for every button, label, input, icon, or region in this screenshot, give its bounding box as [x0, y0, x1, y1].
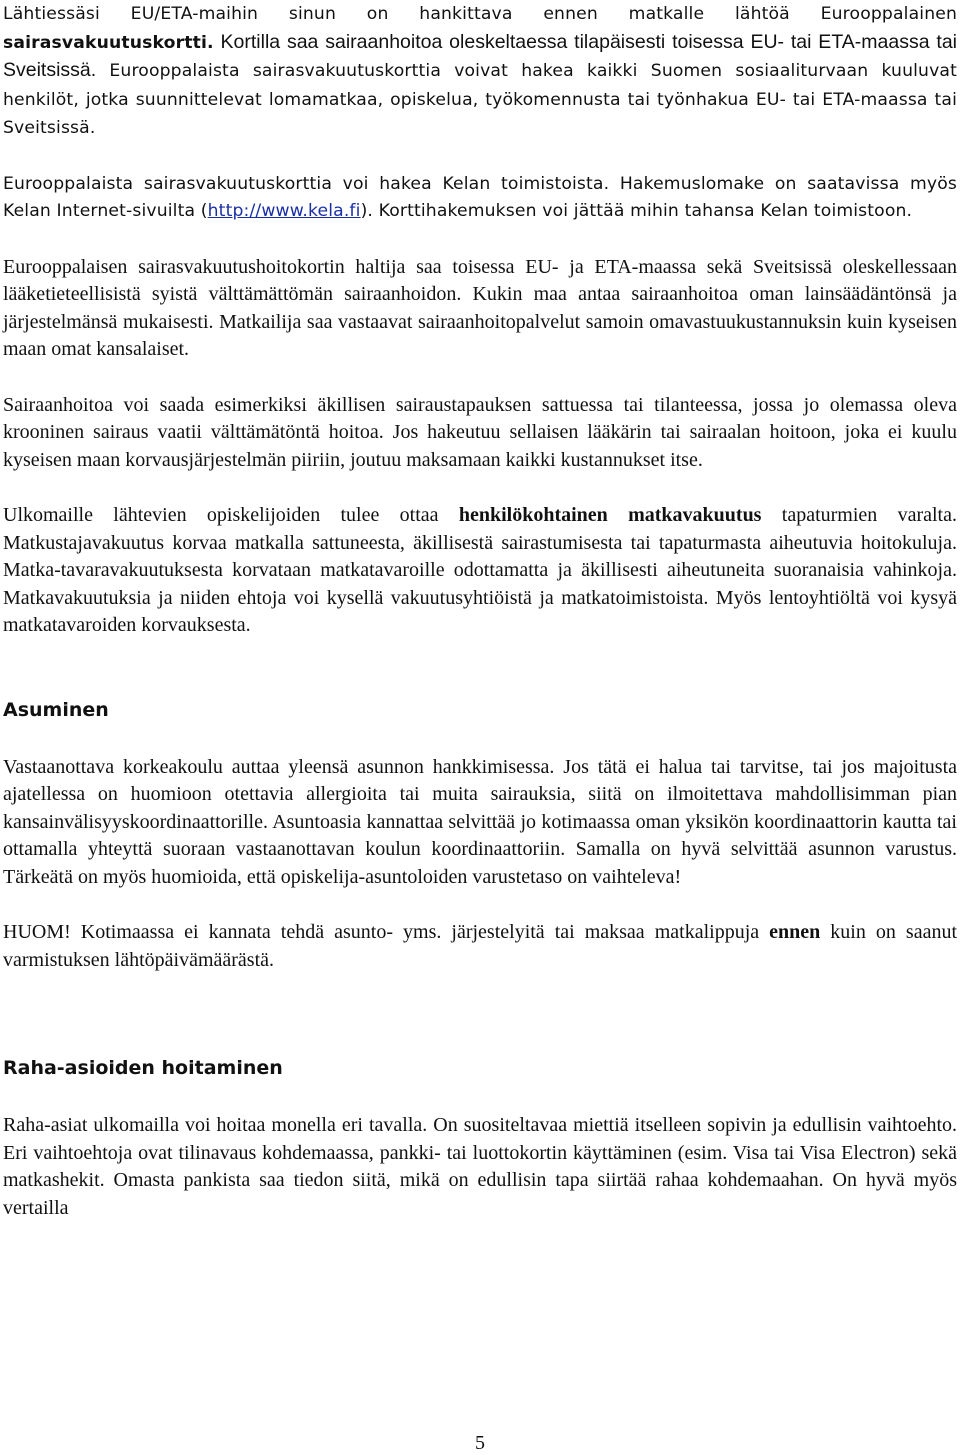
- text-segment: kuin on saanut varmistuksen lähtöpäivämäärästä.: [3, 921, 957, 971]
- paragraph-money-matters: Raha-asiat ulkomailla voi hoitaa monella eri tavalla. On suositeltavaa miettiä itselleen sopivin ja edullisin vaihtoehto. Eri vaihtoehtoja ovat tilinavaus kohdemaassa, pankki- tai luottokortin käyttäminen (esim. Visa tai Visa Electron) sekä matkashekit. Omasta pankista saa tiedon siitä, mikä on edullisin tapa siirtää rahaa kohdemaahan. On hyvä myös vertailla: [3, 1114, 957, 1219]
- document-page: [3, 0, 957, 1222]
- paragraph-housing-note: [3, 919, 957, 974]
- text-segment: Ulkomaille lähtevien opiskelijoiden tulee ottaa: [3, 504, 459, 526]
- paragraph-health-card: [3, 0, 957, 143]
- bold-term-travel-insurance: henkilökohtainen matkavakuutus: [458, 504, 762, 526]
- text-segment: ). Korttihakemuksen voi jättää mihin tahansa Kelan toimistoon.: [360, 201, 913, 221]
- kela-link[interactable]: http://www.kela.fi: [207, 201, 361, 221]
- paragraph-treatment-cases: Sairaanhoitoa voi saada esimerkiksi äkillisen sairaustapauksen sattuessa tai tilanteessa, jossa jo olemassa oleva krooninen sairaus vaatii välttämätöntä hoitoa. Jos hakeutuu sellaisen lääkärin tai sairaalan hoitoon, joka ei kuulu kyseisen maan korvausjärjestelmän piiriin, joutuu maksamaan kaikki kustannukset itse.: [3, 393, 957, 471]
- text-segment: Eurooppalaista sairasvakuutuskorttia voi hakea Kelan toimistoista. Hakemuslomake on saatavissa myös Kelan Internet-sivuilta (: [3, 173, 957, 221]
- paragraph-kela-application: [3, 171, 957, 226]
- section-heading-raha-asiat: Raha-asioiden hoitaminen: [3, 1057, 283, 1079]
- paragraph-card-holder-rights: Eurooppalaisen sairasvakuutushoitokortin haltija saa toisessa EU- ja ETA-maassa sekä Sveitsissä oleskellessaan lääketieteellisistä syistä välttämättömän sairaanhoidon. Kukin maa antaa sairaanhoitoa oman lainsäädäntönsä ja järjestelmänsä mukaisesti. Matkailija saa vastaavat sairaanhoitopalvelut samoin omavastuukustannuksin kuin kyseisen maan omat kansalaiset.: [3, 255, 957, 360]
- paragraph-travel-insurance: [3, 502, 957, 640]
- text-segment: Lähtiessäsi EU/ETA-maihin sinun on hankittava ennen matkalle lähtöä Eurooppalainen: [3, 4, 957, 24]
- text-segment: tapaturmien varalta. Matkustajavakuutus korvaa matkalla sattuneesta, äkillisestä sairastumisesta tai tapaturmasta aiheutuvia hoitokuluja. Matka-tavaravakuutuksesta korvataan matkatavaroille odottamatta ja äkillisesti aiheutuneita suoranaisia vahinkoja. Matkavakuutuksia ja niiden ehtoja voi kysellä vakuutusyhtiöistä ja matkatoimistoista. Myös lentoyhtiöltä voi kysyä matkatavaroiden korvauksesta.: [3, 504, 957, 636]
- text-segment: Eurooppalaista sairasvakuutuskorttia voivat hakea kaikki Suomen sosiaaliturvaan kuuluvat henkilöt, jotka suunnittelevat lomamatkaa, opiskelua, työkomennusta tai työnhakua EU- tai ETA-maassa tai Sveitsissä.: [3, 61, 957, 138]
- text-segment: HUOM! Kotimaassa ei kannata tehdä asunto- yms. järjestelyitä tai maksaa matkalippuja: [3, 921, 770, 943]
- page-number: 5: [475, 1432, 485, 1454]
- bold-term-health-card: sairasvakuutuskortti.: [3, 32, 214, 53]
- bold-term-before: ennen: [769, 921, 821, 943]
- section-heading-asuminen: Asuminen: [3, 698, 109, 721]
- paragraph-housing: Vastaanottava korkeakoulu auttaa yleensä asunnon hankkimisessa. Jos tätä ei halua tai tarvitse, tai jos majoitusta ajatellessa on huomioon otettavia allergioita tai muita sairauksia, siitä on ilmoitettava mahdollisimman pian kansainvälisyyskoordinaattorille. Asuntoasia kannattaa selvittää jo kotimaassa oman yksikön koordinaattorin kautta tai ottamalla yhteyttä suoraan vastaanottavan koulun koordinaattoriin. Samalla on hyvä selvittää asunnon varustus. Tärkeätä on myös huomioida, että opiskelija-asuntoloiden varustetaso on vaihteleva!: [3, 755, 957, 888]
- text-segment: Kortilla saa sairaanhoitoa oleskeltaessa tilapäisesti toisessa EU- tai ETA-maassa tai Sveitsissä.: [3, 30, 957, 81]
